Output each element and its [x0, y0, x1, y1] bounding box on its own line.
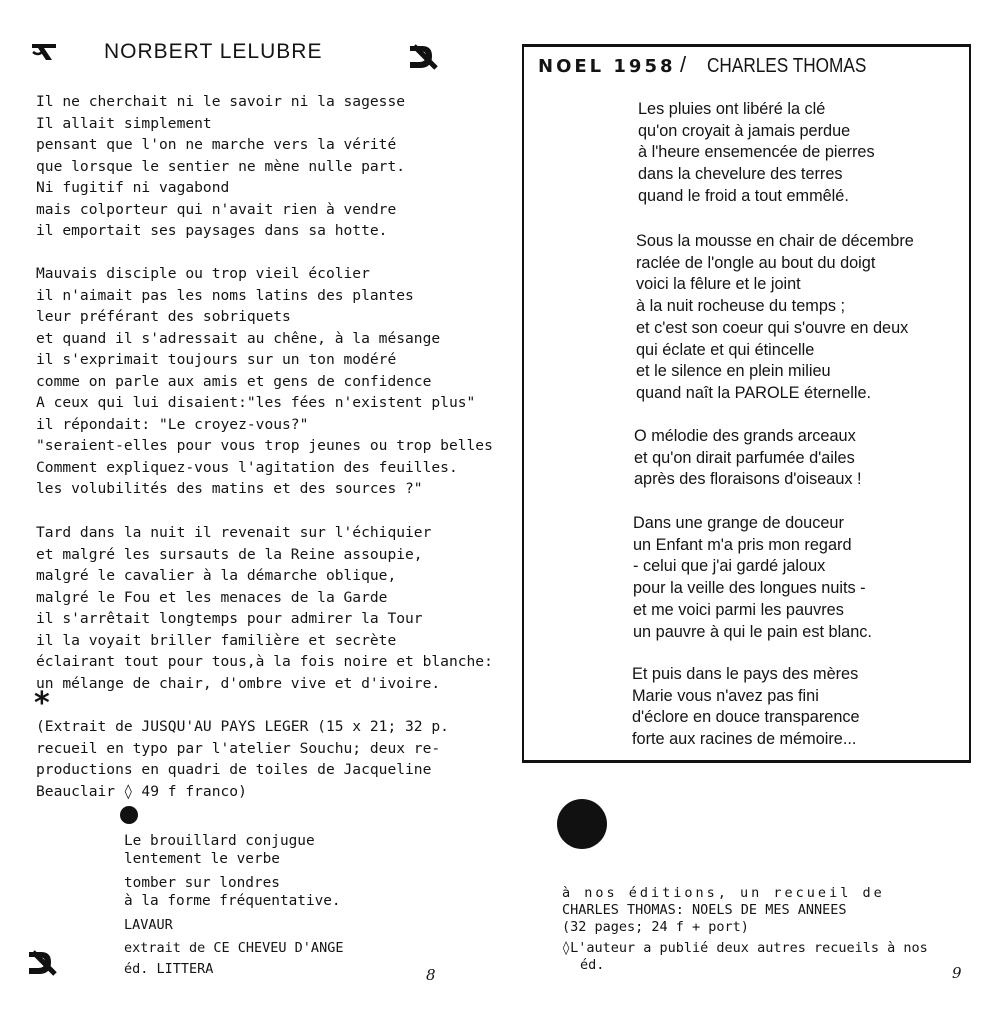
publisher-logo-icon — [408, 44, 438, 70]
publisher-logo-icon — [27, 950, 57, 976]
poem-line: dans la chevelure des terres — [638, 165, 843, 184]
poem-line: il la voyait briller familière et secrète — [36, 631, 397, 649]
noel-stanza-4 — [633, 513, 872, 643]
poem-line: voici la fêlure et le joint — [636, 275, 801, 294]
poem-line: comme on parle aux amis et gens de confidence — [36, 372, 432, 390]
editions-note — [562, 885, 928, 974]
poem-line: Les pluies ont libéré la clé — [638, 100, 826, 118]
noel-stanza-1 — [638, 99, 875, 208]
note-line: à nos éditions, un recueil de — [562, 885, 885, 901]
poem-line: pensant que l'on ne marche vers la vérité — [36, 136, 397, 153]
lavaur-author: LAVAUR — [124, 917, 173, 933]
poem-line: mais colporteur qui n'avait rien à vendre — [36, 200, 397, 218]
note-line: (32 pages; 24 f + port) — [562, 919, 749, 935]
note-line: (Extrait de JUSQU'AU PAYS LEGER (15 x 21; 32 p. — [36, 718, 449, 735]
poem-author: CHARLES THOMAS — [707, 55, 867, 77]
poem-line: et qu'on dirait parfumée d'ailes — [634, 448, 855, 467]
poem-line: à la forme fréquentative. — [124, 893, 341, 909]
poem-line: malgré le cavalier à la démarche oblique, — [36, 567, 397, 584]
poem-line: il emportait ses paysages dans sa hotte. — [36, 222, 388, 239]
note-line: CHARLES THOMAS: NOELS DE MES ANNEES — [562, 902, 847, 918]
poem-line: "seraient-elles pour vous trop jeunes ou trop belles — [36, 437, 493, 454]
poem-line: à l'heure ensemencée de pierres — [638, 143, 875, 162]
poem-line: quand le froid a tout emmêlé. — [638, 186, 849, 205]
section-separator-asterisk: * — [34, 686, 50, 721]
page-number: 8 — [426, 966, 436, 984]
poem-stanza-2 — [36, 263, 493, 500]
poem-line: Le brouillard conjugue — [124, 833, 315, 849]
noel-stanza-5 — [632, 664, 860, 751]
poem-line: d'éclore en douce transparence — [632, 708, 860, 727]
poem-line: malgré le Fou et les menaces de la Garde — [36, 588, 388, 606]
poem-line: et malgré les sursauts de la Reine assoupie, — [36, 545, 423, 563]
lavaur-source — [124, 938, 343, 980]
poem-line: lentement le verbe — [124, 851, 280, 867]
poem-line: O mélodie des grands arceaux — [634, 427, 856, 445]
poem-line: il répondait: "Le croyez-vous?" — [36, 415, 309, 433]
poem-line: à la nuit rocheuse du temps ; — [636, 297, 846, 316]
poem-line: quand naît la PAROLE éternelle. — [636, 383, 872, 402]
poem-line: tomber sur londres — [124, 875, 280, 891]
poem-line: pour la veille des longues nuits - — [633, 579, 866, 598]
large-bullet-dot-icon — [557, 799, 607, 849]
note-line: éd. — [580, 957, 605, 973]
poem-line: éclairant tout pour tous,à la fois noire et blanche: — [36, 653, 493, 670]
note-line: recueil en typo par l'atelier Souchu; deux re- — [36, 739, 441, 757]
poem-line: Marie vous n'avez pas fini — [632, 686, 819, 705]
poem-line: forte aux racines de mémoire... — [632, 730, 857, 749]
extract-note — [36, 716, 449, 802]
note-line: productions en quadri de toiles de Jacqueline — [36, 761, 432, 778]
author-heading: NORBERT LELUBRE — [104, 40, 323, 63]
poem-stanza-3 — [36, 522, 493, 694]
poem-line: un pauvre à qui le pain est blanc. — [633, 622, 872, 641]
poem-line: il s'arrêtait longtemps pour admirer la Tour — [36, 610, 423, 627]
lavaur-poem — [124, 832, 341, 910]
noel-stanza-3 — [634, 426, 862, 491]
poem-line: et me voici parmi les pauvres — [633, 600, 844, 619]
publisher-logo-icon — [30, 42, 58, 62]
poem-line: - celui que j'ai gardé jaloux — [633, 557, 826, 576]
left-page — [0, 0, 493, 1024]
poem-line: Il allait simplement — [36, 114, 212, 132]
poem-line: un mélange de chair, d'ombre vive et d'ivoire. — [36, 674, 441, 692]
note-line: Beauclair ◊ 49 f franco) — [36, 782, 247, 800]
poem-line: raclée de l'ongle au bout du doigt — [636, 253, 876, 272]
poem-title: NOEL 1958 — [538, 56, 676, 77]
poem-line: A ceux qui lui disaient:"les fées n'existent plus" — [36, 394, 476, 411]
title-separator: / — [680, 52, 687, 77]
poem-line: Ni fugitif ni vagabond — [36, 179, 230, 196]
poem-stanza-1 — [36, 91, 405, 242]
poem-line: Tard dans la nuit il revenait sur l'échiquier — [36, 524, 432, 541]
source-line: éd. LITTERA — [124, 961, 214, 977]
bullet-dot-icon — [120, 806, 138, 824]
poem-line: Dans une grange de douceur — [633, 514, 844, 532]
poem-line: un Enfant m'a pris mon regard — [633, 535, 852, 554]
page-number: 9 — [952, 964, 962, 982]
note-line: ◊L'auteur a publié deux autres recueils à nos — [562, 940, 928, 956]
poem-line: qui éclate et qui étincelle — [636, 340, 815, 359]
poem-line: Sous la mousse en chair de décembre — [636, 232, 914, 250]
noel-stanza-2 — [636, 231, 914, 405]
poem-line: Mauvais disciple ou trop vieil écolier — [36, 265, 370, 282]
poem-line: il n'aimait pas les noms latins des plantes — [36, 286, 414, 304]
poem-line: Et puis dans le pays des mères — [632, 665, 859, 683]
source-line: extrait de CE CHEVEU D'ANGE — [124, 940, 344, 956]
poem-line: et le silence en plein milieu — [636, 362, 831, 381]
poem-line: Il ne cherchait ni le savoir ni la sagesse — [36, 93, 406, 110]
poem-line: leur préférant des sobriquets — [36, 308, 291, 325]
poem-line: Comment expliquez-vous l'agitation des feuilles. — [36, 458, 458, 476]
poem-line: et quand il s'adressait au chêne, à la mésange — [36, 329, 441, 347]
poem-line: qu'on croyait à jamais perdue — [638, 121, 851, 140]
poem-line: il s'exprimait toujours sur un ton modéré — [36, 351, 397, 368]
poem-line: après des floraisons d'oiseaux ! — [634, 470, 862, 489]
poem-line: et c'est son coeur qui s'ouvre en deux — [636, 318, 909, 337]
poem-line: que lorsque le sentier ne mène nulle part. — [36, 157, 406, 175]
poem-line: les volubilités des matins et des sources ?" — [36, 480, 423, 497]
